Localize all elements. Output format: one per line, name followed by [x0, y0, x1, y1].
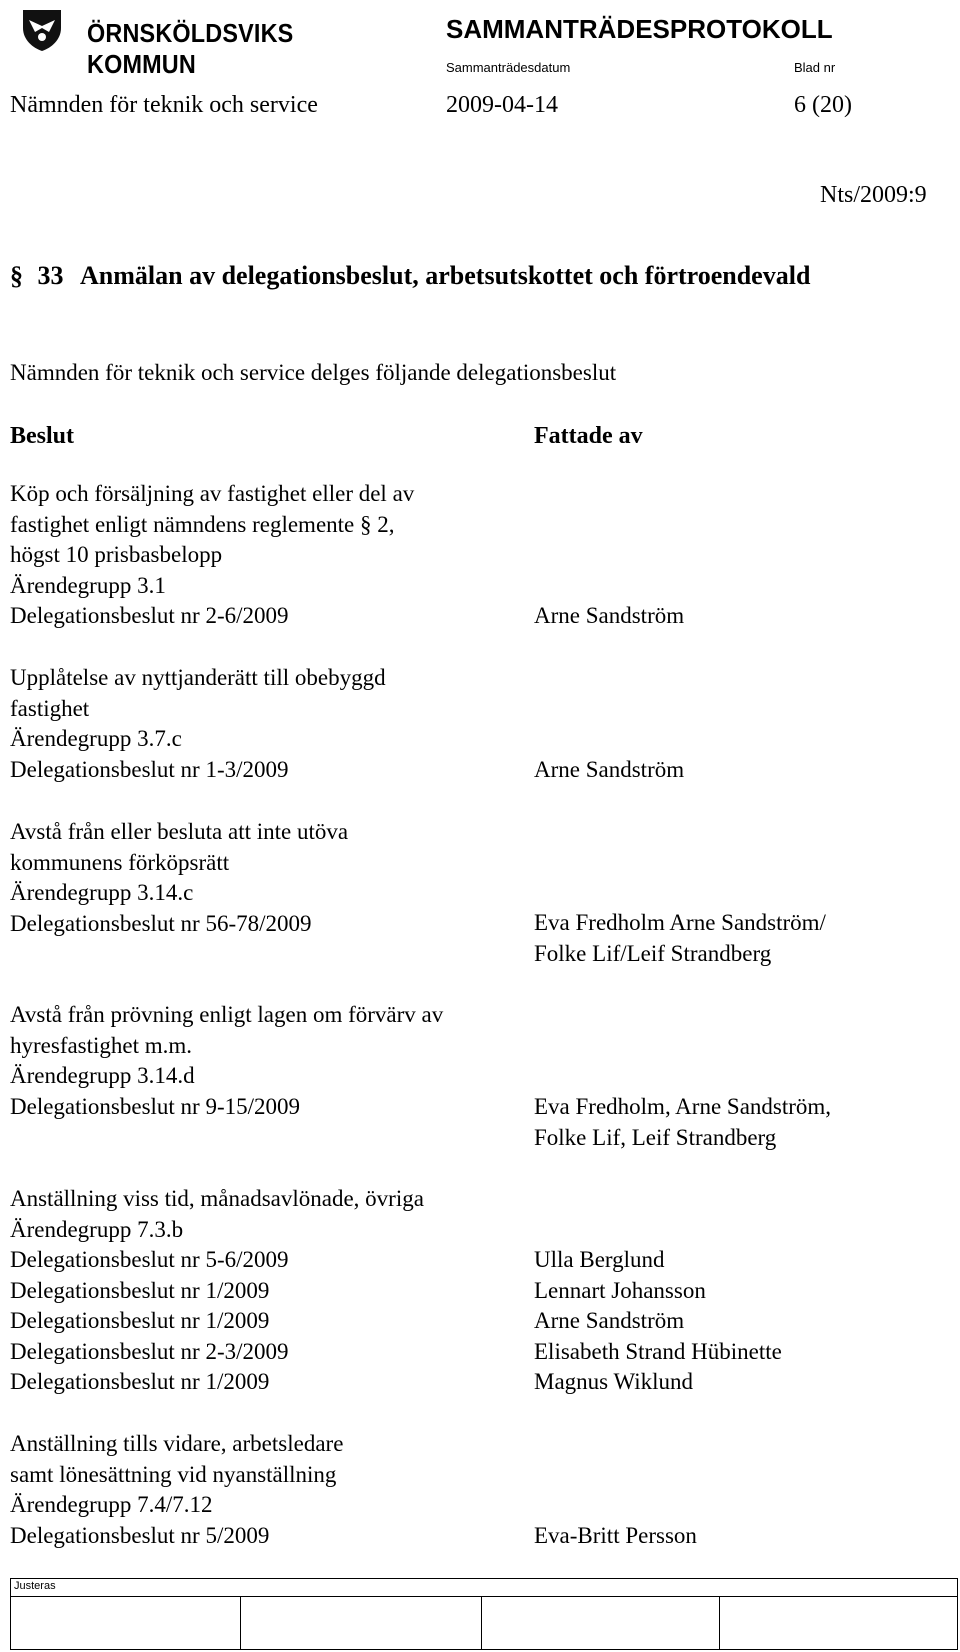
decision-line: Ärendegrupp 7.3.b [10, 1216, 184, 1242]
decision-line: hyresfastighet m.m. [10, 1032, 193, 1058]
committee-name: Nämnden för teknik och service [10, 92, 318, 118]
decided-by-line: Elisabeth Strand Hübinette [534, 1338, 782, 1364]
section-symbol: § [10, 261, 23, 290]
decided-by [534, 755, 684, 786]
decision-line: Avstå från eller besluta att inte utöva [10, 819, 349, 844]
decision-item [10, 1000, 443, 1122]
decided-by [534, 1092, 831, 1153]
decided-by [534, 601, 684, 632]
section-title: Anmälan av delegationsbeslut, arbetsutskottet och förtroendevald [80, 261, 811, 290]
decision-line: Avstå från prövning enligt lagen om förvärv av [10, 1002, 444, 1027]
signature-box [10, 1578, 958, 1650]
decision-line: Anställning tills vidare, arbetsledare [10, 1431, 344, 1456]
decision-line: Delegationsbeslut nr 1-3/2009 [10, 756, 289, 782]
decision-line: Delegationsbeslut nr 56-78/2009 [10, 910, 312, 936]
decision-line: Ärendegrupp 7.4/7.12 [10, 1492, 213, 1517]
page-label: Blad nr [794, 60, 836, 75]
decision-line: samt lönesättning vid nyanställning [10, 1461, 337, 1487]
intro-text: Nämnden för teknik och service delges följande delegationsbeslut [10, 360, 617, 385]
decided-by-line: Arne Sandström [534, 603, 685, 628]
decision-item [10, 1184, 424, 1398]
decided-by-line: Magnus Wiklund [534, 1369, 694, 1394]
decision-line: Ärendegrupp 3.1 [10, 572, 166, 598]
decided-by-line: Arne Sandström [534, 1308, 685, 1333]
decision-item [10, 479, 414, 632]
coat-of-arms-icon [19, 6, 65, 52]
decision-line: Upplåtelse av nyttjanderätt till obebyggd [10, 665, 386, 690]
decision-column-heading: Beslut [10, 423, 75, 449]
case-number: Nts/2009:9 [820, 182, 927, 208]
decision-line: Delegationsbeslut nr 5-6/2009 [10, 1247, 289, 1272]
decision-item [10, 1429, 343, 1551]
decided-by [534, 1245, 782, 1398]
decision-line: Ärendegrupp 3.7.c [10, 726, 182, 751]
section-number: 33 [37, 261, 64, 290]
decision-line: Delegationsbeslut nr 2-6/2009 [10, 603, 289, 628]
decision-line: fastighet [10, 695, 90, 721]
decision-line: Delegationsbeslut nr 2-3/2009 [10, 1338, 289, 1364]
decision-line: Delegationsbeslut nr 9-15/2009 [10, 1093, 301, 1119]
organization-name: ÖRNSKÖLDSVIKS KOMMUN [87, 18, 294, 79]
decision-line: Delegationsbeslut nr 1/2009 [10, 1277, 270, 1303]
signature-cell-divider [719, 1596, 720, 1649]
decision-line: Köp och försäljning av fastighet eller del av [10, 481, 415, 506]
decided-by-line: Arne Sandström [534, 757, 685, 782]
decision-item [10, 663, 386, 785]
date-label: Sammanträdesdatum [446, 60, 571, 75]
decision-line: Ärendegrupp 3.14.c [10, 880, 194, 905]
decision-line: Anställning viss tid, månadsavlönade, övriga [10, 1186, 424, 1211]
decided-by-line: Eva Fredholm, Arne Sandström, [534, 1094, 832, 1119]
decision-item [10, 817, 348, 939]
decided-by-line: Ulla Berglund [534, 1247, 665, 1272]
meeting-date: 2009-04-14 [446, 92, 558, 118]
decided-by-line: Folke Lif/Leif Strandberg [534, 940, 772, 966]
decision-line: Delegationsbeslut nr 5/2009 [10, 1522, 270, 1548]
decision-line: Ärendegrupp 3.14.d [10, 1063, 195, 1088]
decision-line: Delegationsbeslut nr 1/2009 [10, 1308, 270, 1333]
municipality-logo [19, 6, 329, 79]
decision-line: fastighet enligt nämndens reglemente § 2, [10, 511, 395, 537]
signature-cell-divider [481, 1596, 482, 1649]
decided-by-line: Lennart Johansson [534, 1277, 706, 1303]
decision-line: Delegationsbeslut nr 1/2009 [10, 1369, 270, 1394]
document-type: SAMMANTRÄDESPROTOKOLL [446, 14, 833, 44]
signature-divider [11, 1596, 957, 1597]
signature-label: Justeras [14, 1580, 56, 1592]
decision-line: kommunens förköpsrätt [10, 849, 230, 875]
decided-by-line: Eva-Britt Persson [534, 1523, 697, 1548]
page-number: 6 (20) [794, 92, 852, 118]
signature-cell-divider [240, 1596, 241, 1649]
decided-by [534, 1521, 697, 1552]
decided-by-line: Eva Fredholm Arne Sandström/ [534, 910, 826, 935]
decided-by-line: Folke Lif, Leif Strandberg [534, 1124, 777, 1150]
decided-by-column-heading: Fattade av [534, 423, 643, 449]
decided-by [534, 908, 826, 969]
section-heading [10, 261, 810, 291]
decision-line: högst 10 prisbasbelopp [10, 542, 223, 567]
